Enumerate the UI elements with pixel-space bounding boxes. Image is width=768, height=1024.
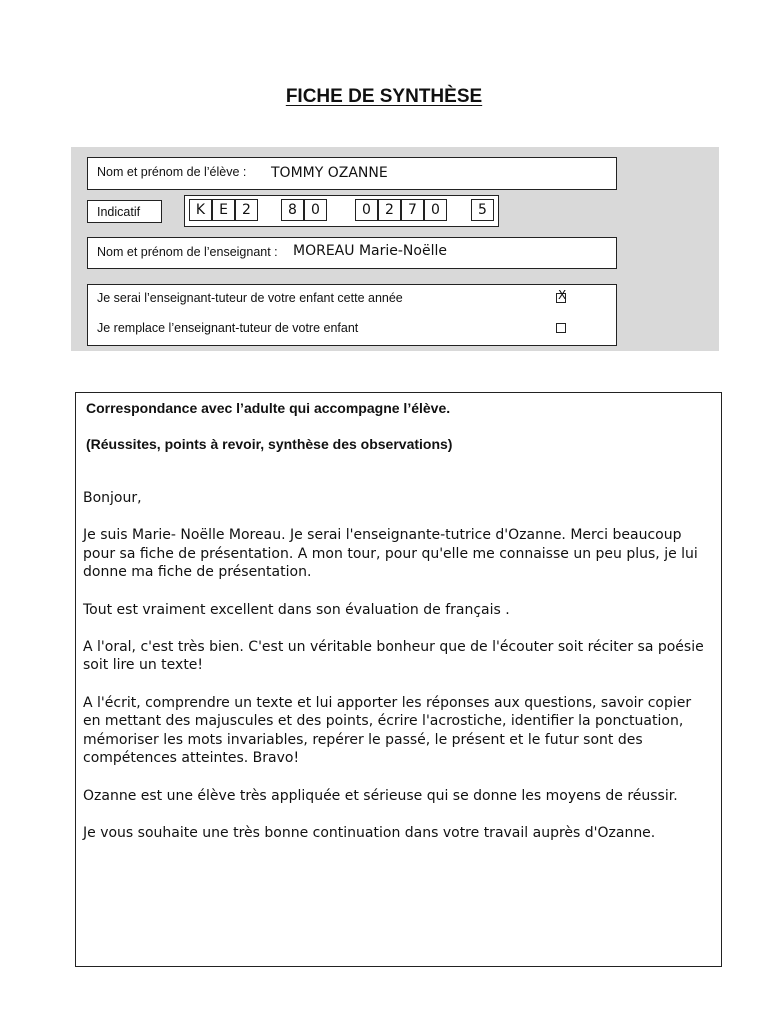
correspondence-text[interactable] <box>83 489 713 861</box>
letter-paragraph: A l'oral, c'est très bien. C'est un véritable bonheur que de l'écouter soit réciter sa poésie soit lire un texte! <box>83 638 704 674</box>
teacher-name-box <box>87 237 617 269</box>
student-name-value[interactable]: TOMMY OZANNE <box>271 165 388 181</box>
indicatif-cell[interactable]: 2 <box>378 199 401 221</box>
letter-paragraph: Je suis Marie- Noëlle Moreau. Je serai l'enseignante-tutrice d'Ozanne. Merci beaucoup pour sa fiche de présentation. A mon tour, pour qu'elle me connaisse un peu plus, je lui donne ma fiche de présentation. <box>83 527 698 581</box>
indicatif-cell[interactable]: 0 <box>424 199 447 221</box>
indicatif-cell[interactable]: 8 <box>281 199 304 221</box>
indicatif-code <box>184 195 499 227</box>
indicatif-cell[interactable]: 0 <box>304 199 327 221</box>
indicatif-cell[interactable]: 5 <box>471 199 494 221</box>
page-title: FICHE DE SYNTHÈSE <box>285 86 483 107</box>
indicatif-cell[interactable]: K <box>189 199 212 221</box>
option-tutor-label: Je serai l’enseignant-tuteur de votre enfant cette année <box>97 291 403 305</box>
option-tutor-checkbox[interactable] <box>556 288 567 303</box>
indicatif-cell[interactable]: E <box>212 199 235 221</box>
letter-paragraph: Tout est vraiment excellent dans son évaluation de français . <box>83 601 510 618</box>
option-replace-checkbox[interactable] <box>556 323 566 333</box>
correspondence-subheading: (Réussites, points à revoir, synthèse des observations) <box>86 436 453 452</box>
indicatif-cell[interactable]: 2 <box>235 199 258 221</box>
teacher-name-label: Nom et prénom de l’enseignant : <box>97 245 278 259</box>
student-name-label: Nom et prénom de l’élève : <box>97 165 247 179</box>
option-replace-label: Je remplace l’enseignant-tuteur de votre enfant <box>97 321 359 335</box>
indicatif-label: Indicatif <box>97 205 141 219</box>
teacher-name-value[interactable]: MOREAU Marie-Noëlle <box>293 243 447 259</box>
student-name-box <box>87 157 617 190</box>
tutor-options-box <box>87 284 617 346</box>
letter-paragraph: Bonjour, <box>83 490 142 506</box>
check-x-icon: X <box>558 288 567 302</box>
correspondence-box <box>75 392 722 967</box>
letter-paragraph: Ozanne est une élève très appliquée et sérieuse qui se donne les moyens de réussir. <box>83 787 678 804</box>
correspondence-heading: Correspondance avec l’adulte qui accompagne l’élève. <box>86 400 451 416</box>
indicatif-cell[interactable]: 0 <box>355 199 378 221</box>
letter-paragraph: A l'écrit, comprendre un texte et lui apporter les réponses aux questions, savoir copier en mettant des majuscules et des points, écrire l'acrostiche, identifier la ponctuation, mémoriser les mots invariables, repérer le passé, le présent et le futur sont des compétences atteintes. Bravo! <box>83 694 692 767</box>
indicatif-label-box <box>87 200 162 223</box>
indicatif-cell[interactable]: 7 <box>401 199 424 221</box>
letter-paragraph: Je vous souhaite une très bonne continuation dans votre travail auprès d'Ozanne. <box>83 824 656 841</box>
